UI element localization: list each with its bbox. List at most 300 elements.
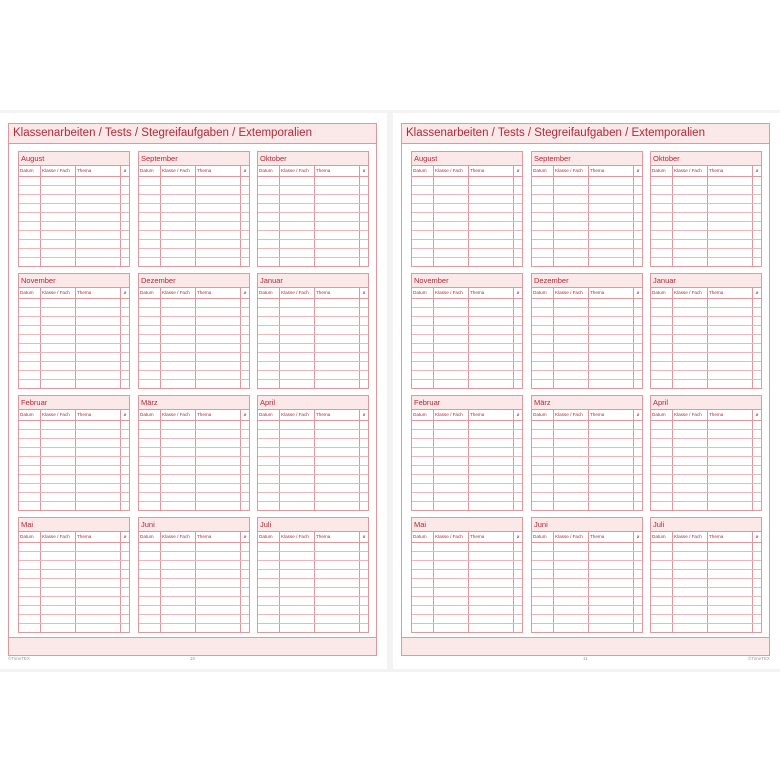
- table-row: [651, 222, 761, 231]
- table-row: [532, 299, 642, 308]
- table-cell: [434, 299, 469, 307]
- table-cell: [241, 258, 249, 267]
- table-row: [412, 552, 522, 561]
- table-row: [532, 561, 642, 570]
- table-cell: [196, 493, 241, 501]
- table-row: [258, 448, 368, 457]
- table-cell: [280, 258, 315, 267]
- table-cell: [532, 597, 554, 605]
- column-header-row: [19, 410, 129, 421]
- table-row: [19, 475, 129, 484]
- month-table: [650, 273, 762, 389]
- table-cell: [196, 448, 241, 456]
- table-row: [651, 317, 761, 326]
- table-row: [532, 624, 642, 633]
- table-cell: [161, 430, 196, 438]
- table-row: [258, 543, 368, 552]
- table-cell: [412, 308, 434, 316]
- table-cell: [196, 502, 241, 511]
- table-cell: [651, 177, 673, 185]
- table-cell: [434, 204, 469, 212]
- table-cell: [161, 448, 196, 456]
- table-cell: [280, 466, 315, 474]
- table-cell: [258, 597, 280, 605]
- table-cell: [532, 213, 554, 221]
- table-cell: [673, 195, 708, 203]
- table-cell: [753, 561, 761, 569]
- table-cell: [634, 213, 642, 221]
- table-row: [532, 213, 642, 222]
- table-cell: [708, 195, 753, 203]
- table-cell: [360, 606, 368, 614]
- table-cell: [241, 231, 249, 239]
- table-cell: [41, 249, 76, 257]
- table-cell: [161, 204, 196, 212]
- table-cell: [753, 380, 761, 389]
- table-cell: [514, 335, 522, 343]
- table-cell: [469, 588, 514, 596]
- table-cell: [241, 606, 249, 614]
- table-cell: [434, 457, 469, 465]
- table-cell: [469, 570, 514, 578]
- table-row: [139, 466, 249, 475]
- column-header: Datum: [651, 532, 673, 542]
- column-header-row: [651, 166, 761, 177]
- table-cell: [139, 249, 161, 257]
- table-cell: [139, 299, 161, 307]
- table-cell: [514, 624, 522, 633]
- table-cell: [241, 570, 249, 578]
- table-cell: [469, 597, 514, 605]
- table-cell: [753, 326, 761, 334]
- table-cell: [139, 421, 161, 429]
- table-cell: [41, 344, 76, 352]
- table-cell: [280, 240, 315, 248]
- table-cell: [634, 362, 642, 370]
- table-cell: [532, 502, 554, 511]
- table-cell: [589, 249, 634, 257]
- table-cell: [76, 624, 121, 633]
- table-cell: [121, 430, 129, 438]
- table-cell: [673, 240, 708, 248]
- table-cell: [121, 249, 129, 257]
- table-cell: [19, 552, 41, 560]
- table-cell: [532, 439, 554, 447]
- column-header: Klasse / Fach: [41, 532, 76, 542]
- table-cell: [673, 308, 708, 316]
- table-cell: [753, 362, 761, 370]
- month-title: November: [412, 274, 522, 288]
- table-cell: [753, 299, 761, 307]
- table-cell: [634, 249, 642, 257]
- table-cell: [514, 240, 522, 248]
- table-cell: [76, 493, 121, 501]
- table-cell: [41, 579, 76, 587]
- entry-rows: [258, 299, 368, 389]
- table-row: [532, 457, 642, 466]
- table-row: [139, 502, 249, 511]
- table-cell: [241, 579, 249, 587]
- table-row: [139, 552, 249, 561]
- column-header: Thema: [469, 410, 514, 420]
- table-cell: [19, 240, 41, 248]
- column-header-row: [258, 410, 368, 421]
- table-cell: [258, 213, 280, 221]
- table-cell: [121, 213, 129, 221]
- column-header: Thema: [589, 532, 634, 542]
- table-cell: [139, 466, 161, 474]
- column-header-row: [532, 288, 642, 299]
- table-cell: [41, 588, 76, 596]
- table-cell: [161, 552, 196, 560]
- table-cell: [76, 439, 121, 447]
- table-cell: [532, 231, 554, 239]
- table-cell: [19, 588, 41, 596]
- table-cell: [514, 299, 522, 307]
- table-cell: [434, 195, 469, 203]
- table-cell: [589, 579, 634, 587]
- entry-rows: [412, 543, 522, 633]
- table-cell: [673, 335, 708, 343]
- table-cell: [554, 484, 589, 492]
- table-cell: [412, 380, 434, 389]
- table-cell: [589, 615, 634, 623]
- table-row: [651, 561, 761, 570]
- table-cell: [280, 371, 315, 379]
- table-row: [258, 317, 368, 326]
- table-cell: [634, 308, 642, 316]
- table-cell: [708, 299, 753, 307]
- table-cell: [589, 552, 634, 560]
- table-row: [258, 335, 368, 344]
- table-cell: [673, 502, 708, 511]
- table-row: [532, 502, 642, 511]
- table-cell: [708, 448, 753, 456]
- table-row: [651, 615, 761, 624]
- table-cell: [589, 475, 634, 483]
- table-cell: [280, 177, 315, 185]
- column-header: Thema: [469, 288, 514, 298]
- page-title: Klassenarbeiten / Tests / Stegreifaufgaben / Extemporalien: [9, 124, 376, 144]
- table-cell: [514, 326, 522, 334]
- table-cell: [76, 249, 121, 257]
- table-row: [139, 258, 249, 267]
- table-cell: [673, 448, 708, 456]
- table-cell: [241, 457, 249, 465]
- month-table: [411, 395, 523, 511]
- table-cell: [76, 552, 121, 560]
- column-header: Datum: [139, 410, 161, 420]
- table-cell: [121, 606, 129, 614]
- table-cell: [196, 430, 241, 438]
- column-header: Thema: [708, 410, 753, 420]
- table-cell: [121, 308, 129, 316]
- table-row: [19, 222, 129, 231]
- table-row: [139, 177, 249, 186]
- table-cell: [673, 204, 708, 212]
- table-row: [258, 457, 368, 466]
- table-row: [532, 579, 642, 588]
- table-cell: [554, 588, 589, 596]
- table-row: [19, 466, 129, 475]
- table-row: [139, 615, 249, 624]
- table-cell: [554, 231, 589, 239]
- table-cell: [315, 371, 360, 379]
- table-row: [19, 308, 129, 317]
- table-cell: [41, 606, 76, 614]
- table-row: [139, 371, 249, 380]
- table-cell: [161, 326, 196, 334]
- month-title: Juni: [532, 518, 642, 532]
- table-cell: [280, 624, 315, 633]
- table-cell: [76, 448, 121, 456]
- table-cell: [360, 353, 368, 361]
- table-cell: [589, 240, 634, 248]
- table-cell: [673, 570, 708, 578]
- table-cell: [360, 308, 368, 316]
- column-header: ø: [362, 168, 366, 173]
- table-cell: [19, 543, 41, 551]
- table-row: [412, 299, 522, 308]
- table-cell: [161, 240, 196, 248]
- table-row: [139, 543, 249, 552]
- table-cell: [708, 466, 753, 474]
- table-cell: [753, 588, 761, 596]
- table-row: [412, 186, 522, 195]
- table-cell: [41, 466, 76, 474]
- column-header: Datum: [651, 288, 673, 298]
- table-cell: [280, 615, 315, 623]
- table-cell: [708, 421, 753, 429]
- table-cell: [161, 308, 196, 316]
- table-cell: [196, 186, 241, 194]
- table-cell: [708, 204, 753, 212]
- table-cell: [434, 588, 469, 596]
- table-cell: [589, 177, 634, 185]
- table-cell: [532, 344, 554, 352]
- table-row: [651, 588, 761, 597]
- table-row: [139, 484, 249, 493]
- table-cell: [121, 371, 129, 379]
- table-cell: [41, 552, 76, 560]
- table-cell: [41, 457, 76, 465]
- table-cell: [634, 258, 642, 267]
- table-row: [19, 570, 129, 579]
- table-cell: [121, 439, 129, 447]
- table-cell: [41, 353, 76, 361]
- table-cell: [589, 195, 634, 203]
- table-cell: [434, 308, 469, 316]
- table-row: [532, 466, 642, 475]
- table-cell: [241, 335, 249, 343]
- table-row: [258, 493, 368, 502]
- table-cell: [360, 588, 368, 596]
- table-cell: [634, 335, 642, 343]
- column-header: Klasse / Fach: [434, 532, 469, 542]
- table-cell: [241, 186, 249, 194]
- table-cell: [315, 308, 360, 316]
- table-cell: [708, 457, 753, 465]
- table-row: [258, 353, 368, 362]
- table-cell: [554, 552, 589, 560]
- table-cell: [258, 362, 280, 370]
- table-cell: [241, 430, 249, 438]
- table-row: [139, 326, 249, 335]
- table-cell: [532, 421, 554, 429]
- table-row: [651, 543, 761, 552]
- table-cell: [241, 299, 249, 307]
- table-cell: [19, 317, 41, 325]
- table-cell: [589, 606, 634, 614]
- table-cell: [469, 606, 514, 614]
- table-cell: [360, 195, 368, 203]
- table-cell: [19, 186, 41, 194]
- table-cell: [708, 597, 753, 605]
- column-header: ø: [243, 534, 247, 539]
- table-row: [139, 439, 249, 448]
- table-cell: [121, 484, 129, 492]
- column-header: ø: [123, 290, 127, 295]
- table-row: [532, 448, 642, 457]
- table-cell: [634, 299, 642, 307]
- table-cell: [634, 579, 642, 587]
- table-cell: [139, 317, 161, 325]
- table-cell: [554, 457, 589, 465]
- table-cell: [469, 439, 514, 447]
- table-cell: [753, 552, 761, 560]
- table-row: [532, 570, 642, 579]
- table-row: [19, 439, 129, 448]
- table-cell: [532, 204, 554, 212]
- column-header: Datum: [258, 288, 280, 298]
- table-cell: [258, 240, 280, 248]
- column-header: ø: [636, 290, 640, 295]
- table-cell: [280, 588, 315, 596]
- table-row: [532, 344, 642, 353]
- table-cell: [121, 588, 129, 596]
- table-cell: [258, 493, 280, 501]
- table-row: [651, 493, 761, 502]
- month-title: Juli: [651, 518, 761, 532]
- table-cell: [651, 326, 673, 334]
- table-row: [258, 430, 368, 439]
- table-cell: [634, 457, 642, 465]
- column-header: Klasse / Fach: [434, 166, 469, 176]
- table-cell: [412, 240, 434, 248]
- table-cell: [514, 249, 522, 257]
- table-cell: [514, 457, 522, 465]
- table-cell: [412, 561, 434, 569]
- table-cell: [76, 380, 121, 389]
- table-cell: [412, 231, 434, 239]
- table-cell: [315, 222, 360, 230]
- table-cell: [412, 430, 434, 438]
- table-cell: [514, 502, 522, 511]
- table-cell: [360, 475, 368, 483]
- month-title: Oktober: [258, 152, 368, 166]
- table-cell: [19, 475, 41, 483]
- entry-rows: [19, 299, 129, 389]
- column-header: Thema: [708, 288, 753, 298]
- table-row: [651, 177, 761, 186]
- column-header: Datum: [139, 166, 161, 176]
- table-cell: [412, 466, 434, 474]
- table-cell: [651, 258, 673, 267]
- table-cell: [196, 258, 241, 267]
- table-cell: [673, 552, 708, 560]
- table-row: [651, 430, 761, 439]
- table-cell: [514, 421, 522, 429]
- table-cell: [514, 380, 522, 389]
- table-row: [258, 204, 368, 213]
- table-cell: [651, 561, 673, 569]
- table-cell: [673, 222, 708, 230]
- table-cell: [708, 353, 753, 361]
- table-cell: [708, 588, 753, 596]
- table-row: [258, 439, 368, 448]
- table-cell: [258, 195, 280, 203]
- table-cell: [241, 308, 249, 316]
- table-cell: [412, 543, 434, 551]
- table-cell: [196, 570, 241, 578]
- column-header: ø: [362, 290, 366, 295]
- table-cell: [554, 222, 589, 230]
- table-cell: [280, 552, 315, 560]
- table-cell: [651, 570, 673, 578]
- table-cell: [434, 475, 469, 483]
- table-row: [412, 380, 522, 389]
- table-cell: [412, 353, 434, 361]
- table-cell: [434, 177, 469, 185]
- table-cell: [673, 380, 708, 389]
- table-row: [651, 484, 761, 493]
- table-cell: [469, 502, 514, 511]
- table-cell: [258, 624, 280, 633]
- entry-rows: [532, 543, 642, 633]
- table-row: [258, 177, 368, 186]
- table-cell: [139, 484, 161, 492]
- table-cell: [258, 439, 280, 447]
- table-cell: [554, 240, 589, 248]
- table-cell: [315, 597, 360, 605]
- table-cell: [315, 240, 360, 248]
- month-table: [138, 151, 250, 267]
- table-cell: [651, 299, 673, 307]
- table-cell: [280, 439, 315, 447]
- table-cell: [360, 615, 368, 623]
- table-cell: [651, 353, 673, 361]
- table-cell: [589, 326, 634, 334]
- table-cell: [514, 371, 522, 379]
- table-cell: [41, 231, 76, 239]
- table-cell: [708, 570, 753, 578]
- table-cell: [139, 561, 161, 569]
- entry-rows: [19, 421, 129, 511]
- column-header-row: [532, 166, 642, 177]
- table-cell: [121, 615, 129, 623]
- table-row: [532, 439, 642, 448]
- table-cell: [708, 231, 753, 239]
- table-cell: [41, 570, 76, 578]
- table-cell: [41, 317, 76, 325]
- column-header: Thema: [589, 288, 634, 298]
- table-cell: [673, 299, 708, 307]
- table-cell: [19, 570, 41, 578]
- table-cell: [315, 552, 360, 560]
- table-cell: [19, 353, 41, 361]
- table-cell: [76, 606, 121, 614]
- table-cell: [589, 624, 634, 633]
